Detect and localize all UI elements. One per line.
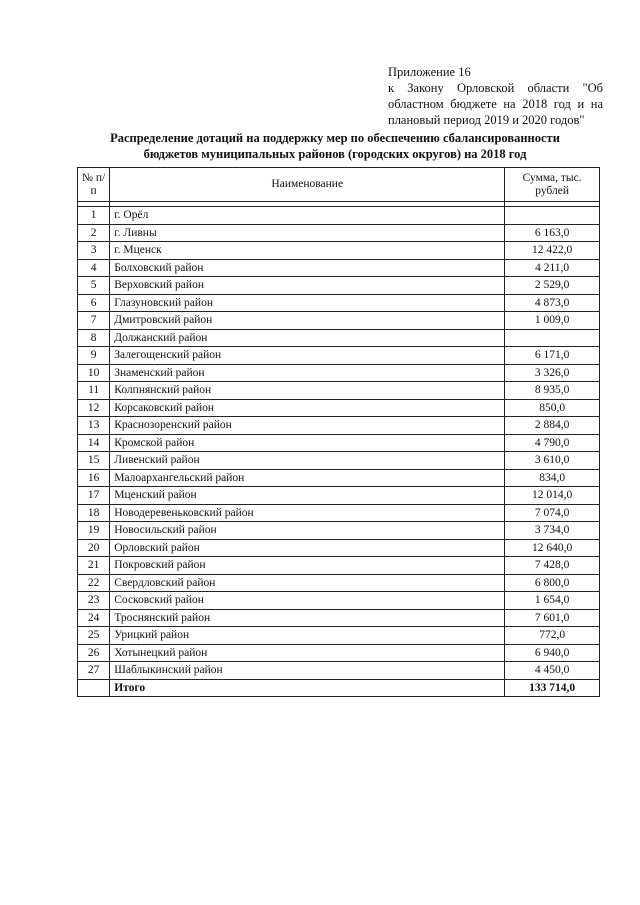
row-number: 12 bbox=[78, 399, 110, 417]
row-name: Новодеревеньковский район bbox=[110, 504, 505, 522]
row-name: Новосильский район bbox=[110, 522, 505, 540]
row-sum: 3 326,0 bbox=[505, 364, 600, 382]
document-title bbox=[70, 130, 600, 162]
table-row bbox=[78, 364, 600, 382]
row-number: 1 bbox=[78, 207, 110, 225]
row-name: Сосковский район bbox=[110, 592, 505, 610]
row-sum: 3 734,0 bbox=[505, 522, 600, 540]
row-name: г. Ливны bbox=[110, 224, 505, 242]
table-row bbox=[78, 557, 600, 575]
row-name: Глазуновский район bbox=[110, 294, 505, 312]
row-name: Хотынецкий район bbox=[110, 644, 505, 662]
row-number: 21 bbox=[78, 557, 110, 575]
subsidy-table bbox=[77, 167, 600, 697]
row-name: г. Мценск bbox=[110, 242, 505, 260]
row-name: Дмитровский район bbox=[110, 312, 505, 330]
row-sum: 8 935,0 bbox=[505, 382, 600, 400]
table-body bbox=[78, 202, 600, 697]
table-row bbox=[78, 487, 600, 505]
row-number: 17 bbox=[78, 487, 110, 505]
total-row bbox=[78, 679, 600, 697]
table-row bbox=[78, 382, 600, 400]
row-number: 22 bbox=[78, 574, 110, 592]
row-name: Троснянский район bbox=[110, 609, 505, 627]
row-number: 5 bbox=[78, 277, 110, 295]
row-number: 4 bbox=[78, 259, 110, 277]
table-row bbox=[78, 329, 600, 347]
row-name: Покровский район bbox=[110, 557, 505, 575]
row-sum: 850,0 bbox=[505, 399, 600, 417]
table-header-row bbox=[78, 168, 600, 202]
table-row bbox=[78, 539, 600, 557]
row-sum: 2 884,0 bbox=[505, 417, 600, 435]
row-name: Корсаковский район bbox=[110, 399, 505, 417]
row-number: 6 bbox=[78, 294, 110, 312]
table-row bbox=[78, 224, 600, 242]
appendix-number: Приложение 16 bbox=[388, 65, 471, 79]
row-number: 3 bbox=[78, 242, 110, 260]
row-name: г. Орёл bbox=[110, 207, 505, 225]
table-row bbox=[78, 522, 600, 540]
row-sum: 1 009,0 bbox=[505, 312, 600, 330]
row-name: Верховский район bbox=[110, 277, 505, 295]
table-row bbox=[78, 592, 600, 610]
row-sum: 6 800,0 bbox=[505, 574, 600, 592]
total-label: Итого bbox=[110, 679, 505, 697]
row-sum: 4 450,0 bbox=[505, 662, 600, 680]
appendix-law-reference: к Закону Орловской области "Об областном бюджете на 2018 год и на плановый период 2019 и 2020 годов" bbox=[388, 81, 603, 127]
table-row bbox=[78, 242, 600, 260]
row-name: Болховский район bbox=[110, 259, 505, 277]
table-row bbox=[78, 207, 600, 225]
row-sum bbox=[505, 207, 600, 225]
table-row bbox=[78, 609, 600, 627]
header-name: Наименование bbox=[110, 168, 505, 202]
row-number: 14 bbox=[78, 434, 110, 452]
row-sum: 2 529,0 bbox=[505, 277, 600, 295]
row-number: 25 bbox=[78, 627, 110, 645]
row-number: 23 bbox=[78, 592, 110, 610]
row-sum: 1 654,0 bbox=[505, 592, 600, 610]
row-sum: 4 790,0 bbox=[505, 434, 600, 452]
row-number: 7 bbox=[78, 312, 110, 330]
row-sum: 6 940,0 bbox=[505, 644, 600, 662]
row-name: Знаменский район bbox=[110, 364, 505, 382]
row-number: 10 bbox=[78, 364, 110, 382]
table-row bbox=[78, 504, 600, 522]
table-row bbox=[78, 417, 600, 435]
row-number: 15 bbox=[78, 452, 110, 470]
row-number: 18 bbox=[78, 504, 110, 522]
row-name: Колпнянский район bbox=[110, 382, 505, 400]
table-row bbox=[78, 277, 600, 295]
row-sum bbox=[505, 329, 600, 347]
table-row bbox=[78, 627, 600, 645]
row-number: 2 bbox=[78, 224, 110, 242]
row-sum: 12 640,0 bbox=[505, 539, 600, 557]
table-row bbox=[78, 644, 600, 662]
row-sum: 6 163,0 bbox=[505, 224, 600, 242]
row-number: 13 bbox=[78, 417, 110, 435]
row-name: Шаблыкинский район bbox=[110, 662, 505, 680]
appendix-block bbox=[388, 64, 603, 128]
row-sum: 7 428,0 bbox=[505, 557, 600, 575]
table-row bbox=[78, 294, 600, 312]
table-row bbox=[78, 399, 600, 417]
table-row bbox=[78, 434, 600, 452]
table-row bbox=[78, 347, 600, 365]
row-number: 19 bbox=[78, 522, 110, 540]
row-sum: 6 171,0 bbox=[505, 347, 600, 365]
row-sum: 7 074,0 bbox=[505, 504, 600, 522]
row-name: Ливенский район bbox=[110, 452, 505, 470]
table-row bbox=[78, 469, 600, 487]
row-sum: 12 014,0 bbox=[505, 487, 600, 505]
row-sum: 4 211,0 bbox=[505, 259, 600, 277]
row-number: 11 bbox=[78, 382, 110, 400]
row-sum: 12 422,0 bbox=[505, 242, 600, 260]
row-number: 20 bbox=[78, 539, 110, 557]
row-name: Кромской район bbox=[110, 434, 505, 452]
table-row bbox=[78, 312, 600, 330]
total-sum: 133 714,0 bbox=[505, 679, 600, 697]
row-sum: 3 610,0 bbox=[505, 452, 600, 470]
row-number: 26 bbox=[78, 644, 110, 662]
row-sum: 772,0 bbox=[505, 627, 600, 645]
row-number: 27 bbox=[78, 662, 110, 680]
row-name: Урицкий район bbox=[110, 627, 505, 645]
row-number: 9 bbox=[78, 347, 110, 365]
row-name: Мценский район bbox=[110, 487, 505, 505]
row-name: Малоархангельский район bbox=[110, 469, 505, 487]
title-line-1: Распределение дотаций на поддержку мер по обеспечению сбалансированности bbox=[110, 131, 560, 145]
row-number: 24 bbox=[78, 609, 110, 627]
table-row bbox=[78, 452, 600, 470]
header-number: № п/п bbox=[78, 168, 110, 202]
table-row bbox=[78, 662, 600, 680]
total-number-cell bbox=[78, 679, 110, 697]
row-name: Краснозоренский район bbox=[110, 417, 505, 435]
row-name: Свердловский район bbox=[110, 574, 505, 592]
header-sum: Сумма, тыс. рублей bbox=[505, 168, 600, 202]
row-sum: 834,0 bbox=[505, 469, 600, 487]
row-name: Орловский район bbox=[110, 539, 505, 557]
row-name: Должанский район bbox=[110, 329, 505, 347]
title-line-2: бюджетов муниципальных районов (городских округов) на 2018 год bbox=[143, 147, 527, 161]
row-sum: 7 601,0 bbox=[505, 609, 600, 627]
row-sum: 4 873,0 bbox=[505, 294, 600, 312]
row-number: 8 bbox=[78, 329, 110, 347]
table-row bbox=[78, 259, 600, 277]
table-row bbox=[78, 574, 600, 592]
row-number: 16 bbox=[78, 469, 110, 487]
row-name: Залегощенский район bbox=[110, 347, 505, 365]
